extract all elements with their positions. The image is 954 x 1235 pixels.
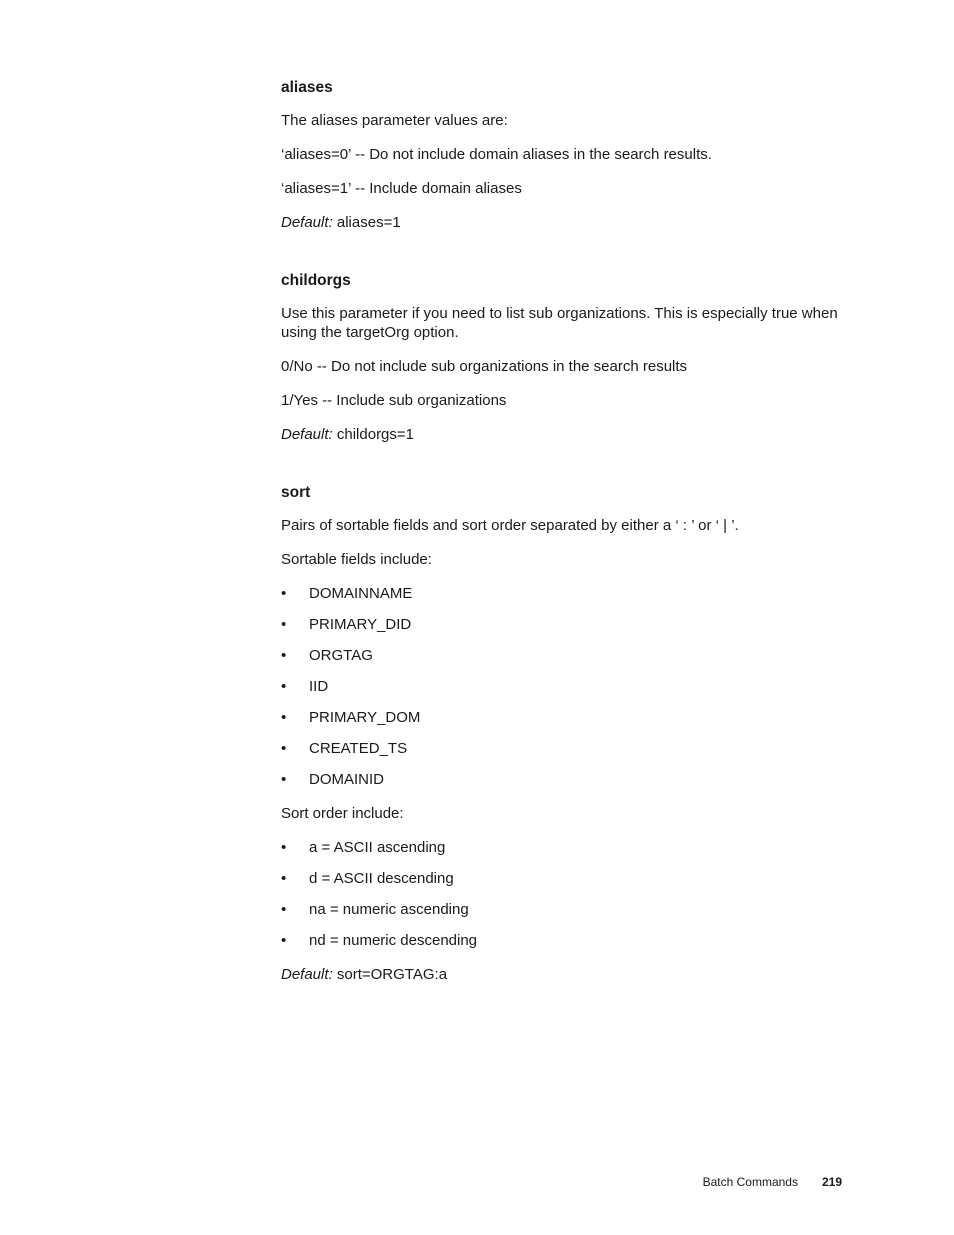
section-heading: aliases — [281, 79, 333, 96]
paragraph: 0/No -- Do not include sub organizations in the search results — [281, 358, 688, 375]
bullet-icon: • — [281, 678, 287, 695]
paragraph: Sort order include: — [281, 805, 404, 822]
list-item-text: PRIMARY_DOM — [309, 709, 421, 726]
list-item — [281, 869, 841, 888]
list-item — [281, 838, 841, 857]
default-line — [281, 965, 841, 984]
default-label: Default: — [281, 426, 333, 443]
sort-order-list — [281, 838, 841, 950]
paragraph: ‘aliases=1’ -- Include domain aliases — [281, 180, 522, 197]
list-item-text: PRIMARY_DID — [309, 616, 412, 633]
bullet-icon: • — [281, 740, 287, 757]
default-value: sort=ORGTAG:a — [332, 966, 448, 983]
paragraph: Sortable fields include: — [281, 551, 432, 568]
paragraph: 1/Yes -- Include sub organizations — [281, 392, 507, 409]
paragraph: ‘aliases=0’ -- Do not include domain aliases in the search results. — [281, 146, 712, 163]
sortable-fields-list — [281, 584, 841, 789]
footer-chapter: Batch Commands — [702, 1175, 798, 1189]
bullet-icon: • — [281, 932, 287, 949]
bullet-icon: • — [281, 616, 287, 633]
page-number: 219 — [821, 1175, 842, 1189]
section-sort — [281, 483, 841, 984]
section-heading: sort — [281, 484, 311, 501]
list-item — [281, 739, 841, 758]
list-item-text: na = numeric ascending — [309, 901, 469, 918]
list-item-text: DOMAINNAME — [309, 585, 413, 602]
list-item — [281, 646, 841, 665]
list-item — [281, 584, 841, 603]
bullet-icon: • — [281, 585, 287, 602]
list-item-text: d = ASCII descending — [309, 870, 454, 887]
document-body — [281, 78, 841, 1023]
paragraph: Pairs of sortable fields and sort order separated by either a ‘ : ’ or ‘ | ’. — [281, 517, 739, 534]
list-item — [281, 931, 841, 950]
list-item-text: ORGTAG — [309, 647, 373, 664]
default-line — [281, 425, 841, 444]
section-aliases — [281, 78, 841, 232]
bullet-icon: • — [281, 839, 287, 856]
paragraph: The aliases parameter values are: — [281, 112, 508, 129]
bullet-icon: • — [281, 647, 287, 664]
bullet-icon: • — [281, 771, 287, 788]
list-item — [281, 770, 841, 789]
default-value: aliases=1 — [332, 214, 401, 231]
page-footer — [0, 1174, 842, 1190]
list-item-text: nd = numeric descending — [309, 932, 478, 949]
list-item-text: a = ASCII ascending — [309, 839, 446, 856]
default-value: childorgs=1 — [332, 426, 415, 443]
bullet-icon: • — [281, 870, 287, 887]
list-item-text: IID — [309, 678, 329, 695]
list-item — [281, 708, 841, 727]
default-line — [281, 213, 841, 232]
bullet-icon: • — [281, 709, 287, 726]
default-label: Default: — [281, 214, 333, 231]
bullet-icon: • — [281, 901, 287, 918]
list-item — [281, 615, 841, 634]
list-item — [281, 900, 841, 919]
list-item — [281, 677, 841, 696]
list-item-text: DOMAINID — [309, 771, 384, 788]
paragraph: Use this parameter if you need to list sub organizations. This is especially true when using the targetOrg option. — [281, 305, 838, 341]
section-heading: childorgs — [281, 272, 351, 289]
list-item-text: CREATED_TS — [309, 740, 408, 757]
default-label: Default: — [281, 966, 333, 983]
section-childorgs — [281, 271, 841, 444]
